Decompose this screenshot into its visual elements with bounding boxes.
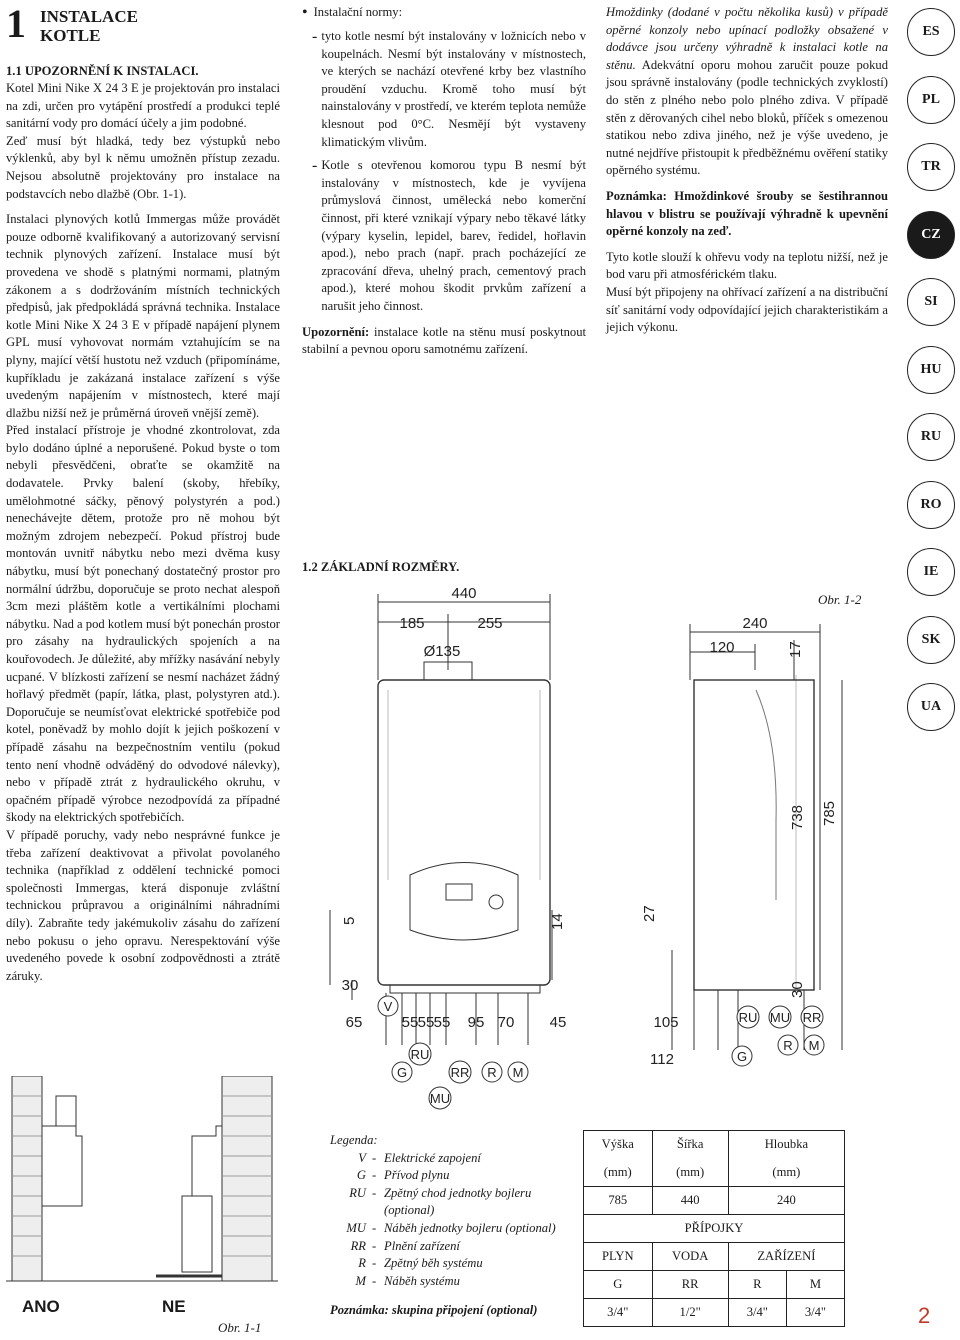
legend-value: Elektrické zapojení [384,1150,481,1165]
dim-14: 14 [549,913,566,930]
conn-side-r: R [783,1038,793,1053]
paragraph: Kotel Mini Nike X 24 3 E je projektován pro instalaci na zdi, určen pro vytápění prostředí a produkci teplé sanitární vody pro domácí účely a jim podobné. [6,81,280,131]
language-tab-ro[interactable]: RO [907,481,955,529]
legend [330,1132,580,1320]
conn-m: M [512,1065,524,1080]
column-3 [606,4,888,337]
dim-bottom: 95 [467,1014,485,1031]
legend-separator: - [372,1256,377,1271]
dim-105: 105 [653,1014,679,1031]
table-cell: G [584,1271,653,1299]
dim-left: 185 [399,615,425,632]
legend-separator: - [372,1150,377,1165]
table-cell: ZAŘÍZENÍ [728,1243,844,1271]
legend-row [330,1202,580,1220]
warning-paragraph [302,324,586,359]
legend-separator: - [372,1185,377,1200]
table-header: Výška [584,1131,653,1159]
table-unit: (mm) [584,1159,653,1187]
column-2 [302,4,586,359]
language-tab-es[interactable]: ES [907,8,955,56]
dim-30: 30 [789,981,806,998]
language-tab-ru[interactable]: RU [907,413,955,461]
warning-text: instalace kotle na stěnu musí poskytnout stabilní a pevnou oporu samotnému zařízení. [302,324,586,357]
dim-bottom: 55 [401,1014,419,1031]
conn-rr: RR [450,1065,470,1080]
legend-row [330,1185,580,1203]
table-header: Hloubka [728,1131,844,1159]
paragraph: Zeď musí být hladká, tedy bez výstupků nebo výklenků, aby byl k němu umožněn přístup zezadu. Nejsou absolutně projektovány pro instalace na podstavcích nebo dlažbě (Obr. 1-1). [6,133,280,201]
legend-row [330,1167,580,1185]
italic-note: Hmoždinky (dodané v počtu několika kusů) v případě opěrné konzoly nebo upínací podložky obsažené v dodávce jsou určeny výhradně k instalaci kotle na stěnu. [606,5,888,72]
boiler-front-outline [378,680,550,985]
paragraph: Musí být připojeny na ohřívací zařízení a na distribuční síť sanitární vody odpovídající jejich charakteristikám a jejich výkonu. [606,284,888,335]
warning-label: Upozornění: [302,324,370,339]
table-cell: 3/4" [728,1299,786,1327]
legend-items [330,1150,580,1291]
dim-738: 738 [789,804,806,830]
legend-separator: - [372,1220,377,1235]
legend-key: RR [350,1238,366,1253]
dash-item [302,28,586,151]
table-cell: R [728,1271,786,1299]
dim-27: 27 [641,905,658,922]
legend-row [330,1273,580,1291]
conn-v: V [383,999,393,1014]
dim-5: 5 [341,916,358,925]
wall-left [12,1076,42,1281]
language-tab-cz[interactable]: CZ [907,211,955,259]
legend-row [330,1220,580,1238]
flue-pipe [56,1096,76,1126]
table-unit: (mm) [728,1159,844,1187]
table-cell: 1/2" [652,1299,728,1327]
table-section: PŘÍPOJKY [584,1215,845,1243]
paragraph: V případě poruchy, vady nebo nesprávné funkce je třeba zařízení deaktivovat a přivolat povolaného technika (například z oddělení technické pomoci společnosti Immergas, která disponuje zvláštní technickou průpravou a originálními náhradními díly). Zabraňte tedy jakémukoliv zásahu do zařízení nebo pokusu o jeho opravu. Nerespektování výše uvedeného povede k osobní zodpovědnosti a ztrátě záruky. [6,827,280,983]
chapter-heading [6,1,280,46]
paragraph: Instalaci plynových kotlů Immergas může provádět pouze odborně kvalifikovaný a autorizovaný servisní technik plynových zařízení. Instalace musí být provedena ve shodě s platnými normami, platným zákonem a s dodržováním místních technických předpisů, jak předpokládá správná technika. Instalace kotle Mini Nike X 24 3 E v případě napájení plynem GPL musí vyhovovat normám vztahujícím se na plyny, mající větší hustotu než vzduch (připomínáme, kupříkladu je zakázaná instalace zařízení s výše uvedeným napájením v místnostech, které mají dlažbu nižší než je průměrná úroveň vnější země). [6,212,280,420]
table-header: Šířka [652,1131,728,1159]
legend-separator [372,1202,384,1220]
label-yes: ANO [22,1297,60,1316]
legend-value: Zpětný běh systému [384,1256,483,1271]
legend-key: RU [349,1185,366,1200]
chapter-title: INSTALACE KOTLE [40,7,138,45]
legend-value: Náběh systému [384,1273,460,1288]
dash-item [302,157,586,315]
language-tab-tr[interactable]: TR [907,143,955,191]
figure-1-1-label: Obr. 1-1 [218,1320,262,1335]
table-cell: 3/4" [786,1299,844,1327]
section-1-2-title: 1.2 ZÁKLADNÍ ROZMĚRY. [302,560,460,574]
control-panel [410,863,518,941]
dim-120: 120 [709,639,735,656]
installation-figure [6,1076,278,1296]
bold-note: Poznámka: Hmoždinkové šrouby se šestihrannou hlavou v blistru se používají výhradně k upevnění opěrné konzoly na zeď. [606,188,888,239]
table-cell: M [786,1271,844,1299]
dim-depth: 240 [742,615,768,632]
legend-note: Poznámka: skupina připojení (optional) [330,1303,538,1318]
legend-key: M [355,1273,366,1288]
bottom-front-dims [346,1014,567,1031]
conn-side-ru: RU [738,1010,758,1025]
language-tab-si[interactable]: SI [907,278,955,326]
conn-r: R [487,1065,497,1080]
legend-key: G [356,1168,366,1183]
conn-ru: RU [410,1047,430,1062]
boiler-wall-mounted [42,1126,82,1206]
dim-bottom: 70 [497,1014,515,1031]
dimensions-drawing [300,580,880,1110]
conn-side-g: G [736,1049,748,1064]
wall-right [222,1076,272,1281]
boiler-floor-mounted [182,1196,212,1272]
legend-separator: - [372,1168,377,1183]
dim-17: 17 [787,641,804,658]
dim-bottom: 45 [549,1014,567,1031]
legend-key: MU [346,1220,366,1235]
conn-side-rr: RR [802,1010,822,1025]
page-number: 2 [918,1303,931,1328]
dim-flue: Ø135 [423,643,461,660]
paragraph: Tyto kotle slouží k ohřevu vody na teplotu nižší, než je bod varu při atmosférickém tlaku. [606,249,888,282]
table-cell: PLYN [584,1243,653,1271]
table-cell: VODA [652,1243,728,1271]
dash-text: tyto kotle nesmí být instalovány v ložnicích nebo v koupelnách. Nesmí být instalovány v místnostech, ve kterých se nachází otevřené krby bez vlastního proudění vzduchu. Kromě toho musí být nainstalovány v prostředí, ve kterém teplota nemůže klesnout pod 0°C. Nesmějí být vystaveny klimatickým vlivům. [321,29,586,149]
language-tab-ie[interactable]: IE [907,548,955,596]
bullet-text: Instalační normy: [313,5,403,19]
table-cell: 240 [728,1187,844,1215]
dimensions-table [583,1130,845,1327]
dash-icon: - [312,28,318,45]
table-cell: 3/4" [584,1299,653,1327]
legend-value: (optional) [384,1203,435,1218]
dim-785: 785 [821,800,838,826]
table-cell: 785 [584,1187,653,1215]
dash-text: Kotle s otevřenou komorou typu B nesmí být instalovány v místnostech, kde je vyvíjena průmyslová činnost, umělecká nebo komerční činnost, při které vznikají výpary nebo těkavé látky (výpary kyselin, lepidel, barev, ředidel, hořlavin apod.), nebo prach (např. prach pocházející ze zpracování dřeva, uhelný prach, cementový prach apod.), které mohou škodit prvkům zařízení a narušit jeho činnost. [321,158,586,313]
dim-right: 255 [477,615,503,632]
legend-value: Přívod plynu [384,1168,450,1183]
conn-side-m: M [808,1038,820,1053]
legend-row [330,1255,580,1273]
legend-value: Náběh jednotky bojleru (optional) [384,1220,556,1235]
label-no: NE [162,1297,186,1316]
dim-bottom: 65 [345,1014,363,1031]
legend-key: V [358,1150,366,1165]
section-1-1-title: 1.1 UPOZORNĚNÍ K INSTALACI. [6,64,199,78]
flue-pipe [192,1126,222,1196]
dim-width: 440 [451,585,477,602]
table-unit: (mm) [652,1159,728,1187]
legend-value: Zpětný chod jednotky bojleru [384,1185,532,1200]
conn-mu: MU [429,1091,451,1106]
conn-side-mu: MU [769,1010,791,1025]
language-tab-hu[interactable]: HU [907,346,955,394]
legend-value: Plnění zařízení [384,1238,460,1253]
legend-row [330,1238,580,1256]
legend-separator: - [372,1273,377,1288]
legend-key: R [358,1256,366,1271]
language-tab-ua[interactable]: UA [907,683,955,731]
language-tab-pl[interactable]: PL [907,76,955,124]
table-cell: RR [652,1271,728,1299]
column-1 [6,1,280,985]
chapter-number: 1 [6,1,26,46]
bullet-icon: • [302,4,308,21]
figure-1-2-label: Obr. 1-2 [818,592,862,607]
legend-key [330,1202,372,1220]
dim-30: 30 [341,977,359,994]
paragraph: Před instalací přístroje je vhodné zkontrolovat, zda bylo dodáno úplné a neporušené. Pokud byste o tom nebyli přesvědčeni, obraťte se okamžitě na dodavatele. Prvky balení (skoby, hřebíky, umělohmotné sáčky, pěnový polystyrén a pod.) nenechávejte dětem, protože pro ně mohou být možným zdrojem nebezpečí. Pokud přístroj bude montován uvnitř nábytku nebo mezi dvěma kusy nábytku, musí být ponechaný dostatečný prostor pro normální údržbu, doporučuje se proto nechat alespoň 3cm mezi pláštěm kotle a vertikálními plochami nábytku. Nad a pod kotlem musí být ponechán prostor pro zásahy na hydraulických spojeních a na kouřovodech. Je důležité, aby mřížky nasávání nebyly ucpané. V blízkosti zařízení se nesmí nacházet žádný hořlavý předmět (papír, látka, plast, polystyren atd.). Doporučuje se neumísťovat elektrické spotřebiče pod kotel, poněvadž by mohlo dojít k jejich poškození v případě zásahu na bezpečnostním ventilu (pokud tento není vhodně odváděný do odvodové nálevky), nebo v případě ztrát z hydraulického okruhu, v opačném případě výrobce nezodpovídá za případné škody na elektrických spotřebičích. [6,423,280,825]
dim-bottom: 55 [417,1014,435,1031]
conn-g: G [396,1065,408,1080]
table-cell: 440 [652,1187,728,1215]
bullet-item [302,4,586,22]
legend-separator: - [372,1238,377,1253]
dim-bottom: 55 [433,1014,451,1031]
paragraph-text: Adekvátní oporu mohou zaručit pouze pokud jsou správně instalovány (podle technických zvyklostí) do stěn z plného nebo polo plného zdiva. V případě stěn z děrovaných cihel nebo bloků, příček s omezenou statikou nebo zdiva jiného, než je výše uvedeno, je nutné nejdříve přistoupit k předběžnému ověření statiky opěrného systému. [606,57,888,178]
language-tab-sk[interactable]: SK [907,616,955,664]
legend-title: Legenda: [330,1133,378,1147]
dim-112: 112 [650,1051,674,1068]
legend-row [330,1150,580,1168]
dash-icon: - [312,157,318,175]
